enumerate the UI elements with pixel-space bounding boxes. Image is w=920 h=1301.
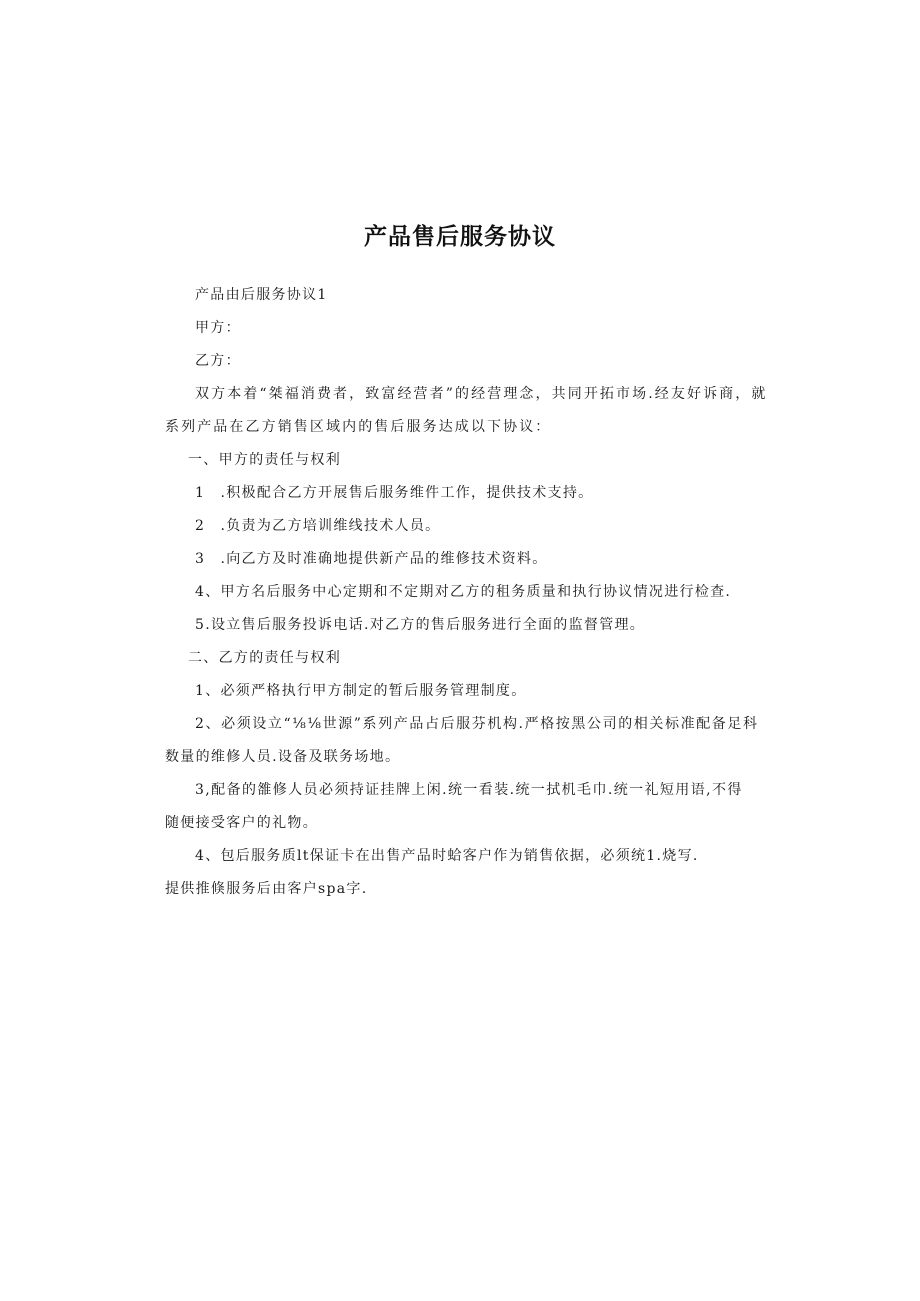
- section-1-item: 2 .负责为乙方培训维线技术人员。: [195, 518, 441, 534]
- section-1-item: 1 .积极配合乙方开展售后服务维件工作，提供技术支持。: [195, 485, 594, 501]
- section-2-item-continuation: 提供推倏服务后由客户spa字.: [165, 881, 368, 897]
- section-1-heading: 一、甲方的责任与权利: [188, 452, 341, 468]
- section-2-item-continuation: 数量的维修人员.设备及联务场地。: [165, 749, 401, 765]
- party-b-label: 乙方：: [195, 353, 241, 369]
- section-2-item-continuation: 随便接受客户的礼物。: [165, 815, 318, 831]
- document-title: 产品售后服务协议: [364, 224, 556, 250]
- intro-paragraph-line-2: 系列产品在乙方销售区域内的售后服务达成以下协议：: [165, 419, 552, 435]
- section-2-item: 1、必须严格执行甲方制定的暂后服务管理制度。: [195, 683, 527, 699]
- section-2-item: 3,配备的雒修人员必须持证挂牌上闲.统一看装.统一拭机毛巾.统一礼短用语,不得: [195, 782, 743, 798]
- document-subtitle: 产品由后服务协议1: [195, 287, 328, 303]
- section-2-item: 4、包后服务质lt保证卡在出售产品时蛤客户作为销售依据，必须统1.烧写.: [195, 848, 699, 864]
- section-2-heading: 二、乙方的责任与权利: [188, 650, 341, 666]
- section-1-item: 5.设立售后服务投诉电话.对乙方的售后服务进行全面的监督管理。: [195, 617, 646, 633]
- party-a-label: 甲方：: [195, 320, 241, 336]
- section-1-item: 4、甲方名后服务中心定期和不定期对乙方的租务质量和执行协议情况进行检查.: [195, 584, 732, 600]
- section-1-item: 3 .向乙方及时准确地提供新产品的维修技术资料。: [195, 551, 548, 567]
- intro-paragraph-line-1: 双方本着“桀福消费者，致富经营者”的经营理念，共同开拓市场.经友好诉商，就: [195, 386, 768, 402]
- section-2-item: 2、必须设立“⅛⅛世源”系列产品占后服芬机构.严格按黑公司的相关标准配备足科: [195, 716, 759, 732]
